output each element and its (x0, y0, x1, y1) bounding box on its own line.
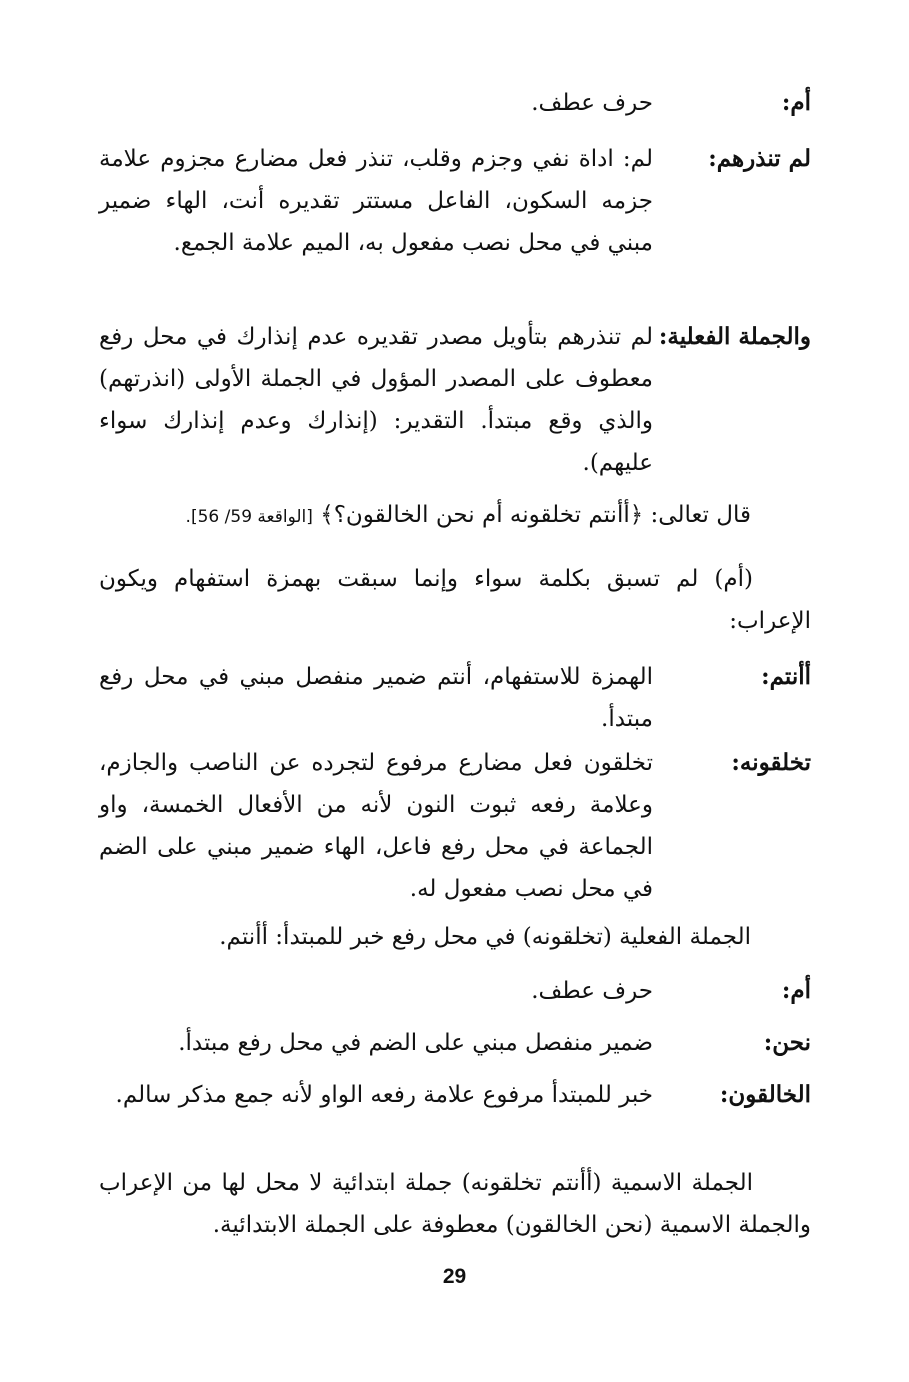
predicate-note: الجملة الفعلية (تخلقونه) في محل رفع خبر للمبتدأ: أأنتم. (219, 924, 751, 950)
entry-am-2 (99, 970, 811, 1012)
entry-nahnu (99, 1022, 811, 1064)
entry-alkhaliqun (99, 1074, 811, 1116)
verse-text: قال تعالى: ﴿أأنتم تخلقونه أم نحن الخالقون؟﴾ (320, 502, 751, 528)
verse-quote (99, 494, 751, 538)
entry-takhluqunahu (99, 742, 811, 910)
entry-desc: خبر للمبتدأ مرفوع علامة رفعه الواو لأنه جمع مذكر سالم. (115, 1082, 653, 1108)
entry-desc: ضمير منفصل مبني على الضم في محل رفع مبتدأ. (178, 1030, 653, 1056)
entry-lam-tundhirhum (99, 138, 811, 264)
entry-desc: حرف عطف. (531, 90, 653, 116)
entry-desc: تخلقون فعل مضارع مرفوع لتجرده عن الناصب والجازم، وعلامة رفعه ثبوت النون لأنه من الأفعال الخمسة، واو الجماعة في محل رفع فاعل، الهاء ضمير مبني على الضم في محل نصب مفعول له. (99, 750, 653, 902)
entry-desc: حرف عطف. (531, 978, 653, 1004)
entry-term: أم: (781, 977, 811, 1004)
entry-desc: لم: اداة نفي وجزم وقلب، تنذر فعل مضارع مجزوم علامة جزمه السكون، الفاعل مستتر تقديره أنت، الهاء ضمير مبني في محل نصب مفعول به، الميم علامة الجمع. (99, 146, 653, 256)
entry-antum (99, 656, 811, 740)
entry-desc: الهمزة للاستفهام، أنتم ضمير منفصل مبني في محل رفع مبتدأ. (99, 664, 653, 732)
note-paragraph: (أم) لم تسبق بكلمة سواء وإنما سبقت بهمزة استفهام ويكون الإعراب: (99, 566, 811, 634)
entry-term: لم تنذرهم: (708, 145, 811, 172)
entry-term: أم: (781, 89, 811, 116)
entry-term: والجملة الفعلية: (658, 323, 811, 350)
entry-term: نحن: (763, 1029, 811, 1056)
page-number: 29 (442, 1265, 467, 1288)
entry-term: تخلقونه: (731, 749, 811, 776)
entry-verbal-sentence (99, 316, 811, 484)
conclusion-paragraph: الجملة الاسمية (أأنتم تخلقونه) جملة ابتدائية لا محل لها من الإعراب والجملة الاسمية (نحن الخالقون) معطوفة على الجملة الابتدائية. (99, 1170, 811, 1238)
entry-am-1 (99, 82, 811, 124)
entry-desc: لم تنذرهم بتأويل مصدر تقديره عدم إنذارك في محل رفع معطوف على المصدر المؤول في الجملة الأولى (انذرتهم) والذي وقع مبتدأ. التقدير: (إنذارك وعدم إنذارك سواء عليهم). (99, 324, 653, 476)
entry-term: أأنتم: (761, 663, 811, 690)
verse-reference: [الواقعة 59/ 56]. (185, 507, 313, 527)
entry-term: الخالقون: (719, 1081, 811, 1108)
